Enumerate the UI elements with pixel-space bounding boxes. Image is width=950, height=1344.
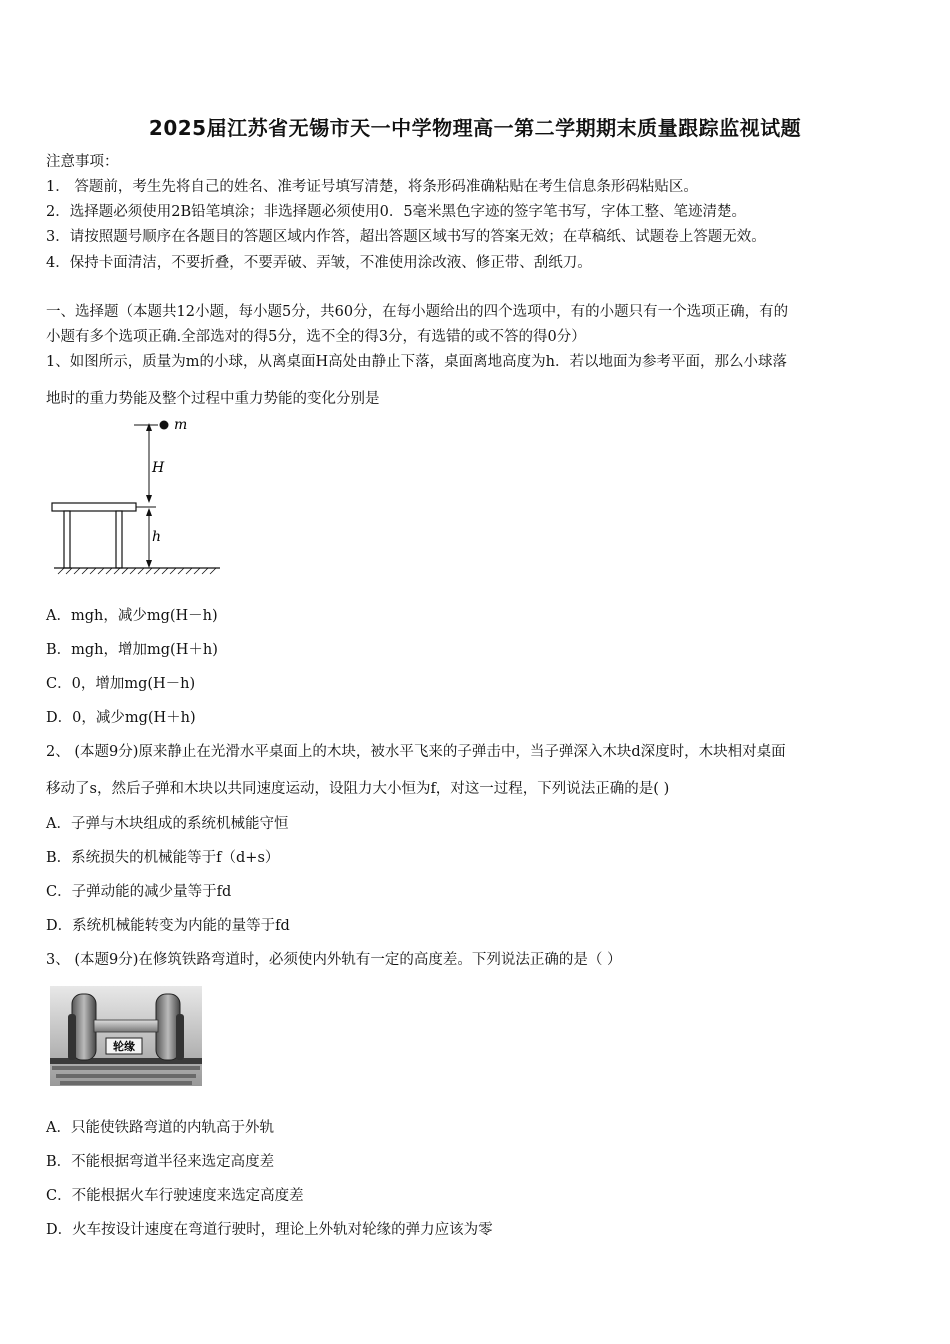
- notice-item-3: 3．请按照题号顺序在各题目的答题区域内作答，超出答题区域书写的答案无效；在草稿纸、试题卷上答题无效。: [46, 229, 766, 245]
- label-h: h: [152, 529, 162, 545]
- q2-stem-line2: 移动了s，然后子弹和木块以共同速度运动，设阻力大小恒为f，对这一过程，下列说法正确的是( ): [46, 781, 670, 797]
- q1-option-c[interactable]: C．0，增加mg(H－h): [46, 676, 196, 692]
- q1-option-b[interactable]: B．mgh，增加mg(H＋h): [46, 642, 218, 658]
- q2-option-d[interactable]: D．系统机械能转变为内能的量等于fd: [46, 918, 290, 934]
- label-m: m: [174, 417, 188, 433]
- q1-stem-line1: 1、如图所示，质量为m的小球，从离桌面H高处由静止下落，桌面离地高度为h．若以地面为参考平面，那么小球落: [46, 354, 787, 370]
- q1-option-a[interactable]: A．mgh，减少mg(H－h): [46, 608, 218, 624]
- q2-stem-line1: 2、 (本题9分)原来静止在光滑水平桌面上的木块，被水平飞来的子弹击中，当子弹深入木块d深度时，木块相对桌面: [46, 744, 786, 760]
- notice-heading: 注意事项：: [46, 154, 119, 170]
- q3-option-c[interactable]: C．不能根据火车行驶速度来选定高度差: [46, 1188, 304, 1204]
- q1-option-d[interactable]: D．0，减少mg(H＋h): [46, 710, 196, 726]
- section-instructions-line2: 小题有多个选项正确.全部选对的得5分，选不全的得3分，有选错的或不答的得0分）: [46, 329, 586, 345]
- notice-item-2: 2．选择题必须使用2B铅笔填涂；非选择题必须使用0．5毫米黑色字迹的签字笔书写，字体工整、笔迹清楚。: [46, 204, 747, 220]
- q1-table-ball-figure: [48, 415, 228, 580]
- section-instructions-line1: 一、选择题（本题共12小题，每小题5分，共60分，在每小题给出的四个选项中，有的小题只有一个选项正确，有的: [46, 304, 789, 320]
- wheel-flange-label: 轮缘: [113, 1040, 135, 1053]
- q3-wheelset-figure: [50, 986, 202, 1086]
- notice-item-1: 1． 答题前，考生先将自己的姓名、准考证号填写清楚，将条形码准确粘贴在考生信息条形码粘贴区。: [46, 179, 698, 195]
- q3-option-b[interactable]: B．不能根据弯道半径来选定高度差: [46, 1154, 275, 1170]
- q3-option-a[interactable]: A．只能使铁路弯道的内轨高于外轨: [46, 1120, 274, 1136]
- q1-stem-line2: 地时的重力势能及整个过程中重力势能的变化分别是: [46, 391, 380, 407]
- ball-icon: [160, 421, 169, 430]
- q2-option-c[interactable]: C．子弹动能的减少量等于fd: [46, 884, 232, 900]
- q2-option-b[interactable]: B．系统损失的机械能等于f（d+s）: [46, 850, 280, 866]
- label-H: H: [152, 460, 165, 476]
- q3-option-d[interactable]: D．火车按设计速度在弯道行驶时，理论上外轨对轮缘的弹力应该为零: [46, 1222, 493, 1238]
- exam-title: 2025届江苏省无锡市天一中学物理高一第二学期期末质量跟踪监视试题: [148, 116, 802, 140]
- notice-item-4: 4．保持卡面清洁，不要折叠，不要弄破、弄皱，不准使用涂改液、修正带、刮纸刀。: [46, 255, 592, 271]
- q2-option-a[interactable]: A．子弹与木块组成的系统机械能守恒: [46, 816, 289, 832]
- q3-stem-line1: 3、 (本题9分)在修筑铁路弯道时，必须使内外轨有一定的高度差。下列说法正确的是（ ）: [46, 952, 622, 968]
